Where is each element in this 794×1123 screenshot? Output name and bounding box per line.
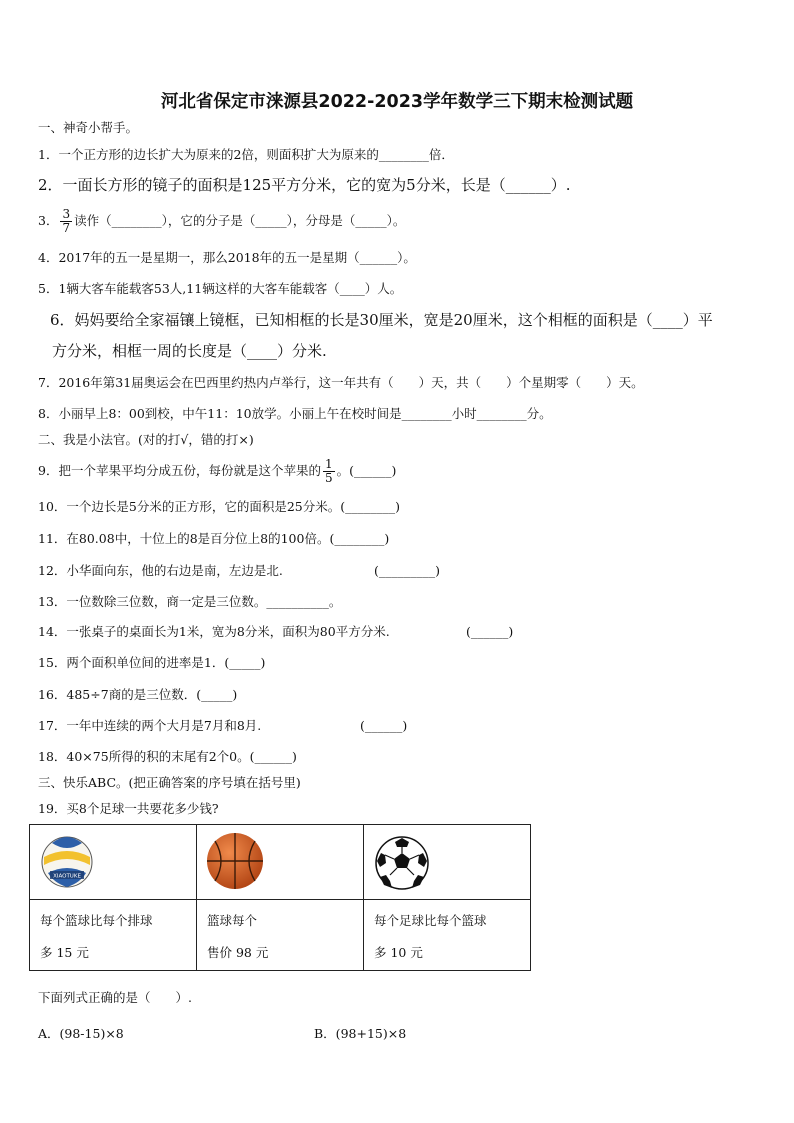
question-12-blank: (_________) xyxy=(374,563,441,578)
cell-3-line-1: 每个足球比每个篮球 xyxy=(374,913,487,928)
question-18: 18．40×75所得的积的末尾有2个0。(______) xyxy=(38,749,297,764)
question-6-line-1: 6．妈妈要给全家福镶上镜框，已知相框的长是30厘米，宽是20厘米，这个相框的面积是（____）平 xyxy=(50,311,713,329)
basketball-cell xyxy=(197,825,364,900)
price-table xyxy=(29,824,531,971)
question-10: 10．一个边长是5分米的正方形，它的面积是25分米。(________) xyxy=(38,499,401,514)
soccer-ball-cell xyxy=(364,825,531,900)
cell-1-line-2: 多 15 元 xyxy=(40,945,89,960)
question-2: 2．一面长方形的镜子的面积是125平方分米，它的宽为5分米，长是（______）. xyxy=(38,176,571,194)
question-19: 19．买8个足球一共要花多少钱? xyxy=(38,801,219,816)
question-3-number: 3． xyxy=(38,213,59,228)
option-b: B．(98+15)×8 xyxy=(314,1026,407,1041)
question-17: 17．一年中连续的两个大月是7月和8月. xyxy=(38,718,262,733)
question-3 xyxy=(38,204,405,238)
volleyball-icon xyxy=(40,835,94,889)
question-16: 16．485÷7商的是三位数．(_____) xyxy=(38,687,238,702)
fraction-denominator: 7 xyxy=(62,220,71,235)
fraction-numerator: 3 xyxy=(62,206,71,221)
fraction-3-7 xyxy=(60,208,72,235)
question-5: 5．1辆大客车能载客53人,11辆这样的大客车能载客（____）人。 xyxy=(38,281,403,296)
fraction-denominator: 5 xyxy=(324,470,333,485)
question-14: 14．一张桌子的桌面长为1米，宽为8分米，面积为80平方分米. xyxy=(38,624,390,639)
question-14-blank: (______) xyxy=(466,624,514,639)
question-9-blank: 。(______) xyxy=(336,463,397,478)
soccer-ball-price-cell xyxy=(364,900,531,971)
question-9 xyxy=(38,454,396,488)
question-17-blank: (______) xyxy=(360,718,408,733)
question-12: 12．小华面向东，他的右边是南，左边是北. xyxy=(38,563,283,578)
question-9-text: 9．把一个苹果平均分成五份，每份就是这个苹果的 xyxy=(38,463,321,478)
basketball-price-cell xyxy=(197,900,364,971)
question-13: 13．一位数除三位数，商一定是三位数。__________。 xyxy=(38,594,342,609)
fraction-numerator: 1 xyxy=(324,456,333,471)
soccer-ball-icon xyxy=(374,835,430,891)
question-1: 1．一个正方形的边长扩大为原来的2倍，则面积扩大为原来的________倍． xyxy=(38,147,454,162)
section-1-heading: 一、神奇小帮手。 xyxy=(38,120,139,135)
cell-2-line-1: 篮球每个 xyxy=(207,913,258,928)
volleyball-cell xyxy=(30,825,197,900)
question-19-prompt: 下面列式正确的是（ ）. xyxy=(38,990,192,1005)
question-4: 4．2017年的五一是星期一，那么2018年的五一是星期（______）。 xyxy=(38,250,416,265)
question-15: 15．两个面积单位间的进率是1．(_____) xyxy=(38,655,266,670)
page-title: 河北省保定市涞源县2022-2023学年数学三下期末检测试题 xyxy=(160,92,634,112)
cell-1-line-1: 每个篮球比每个排球 xyxy=(40,913,153,928)
basketball-icon xyxy=(205,831,265,891)
question-6-line-2: 方分米，相框一周的长度是（____）分米. xyxy=(52,342,327,360)
cell-2-line-2: 售价 98 元 xyxy=(207,945,269,960)
section-2-heading: 二、我是小法官。(对的打√，错的打×) xyxy=(38,432,254,447)
cell-3-line-2: 多 10 元 xyxy=(374,945,423,960)
question-3-text: 读作（________），它的分子是（_____），分母是（_____）。 xyxy=(74,213,406,228)
volleyball-price-cell xyxy=(30,900,197,971)
question-8: 8．小丽早上8：00到校，中午11：10放学。小丽上午在校时间是________小时________分。 xyxy=(38,406,552,421)
volleyball-label: XIAOTUKE xyxy=(53,873,81,880)
question-7: 7．2016年第31届奥运会在巴西里约热内卢举行，这一年共有（ ）天，共（ ）个星期零（ ）天。 xyxy=(38,375,644,390)
fraction-1-5 xyxy=(323,458,335,485)
section-3-heading: 三、快乐ABC。(把正确答案的序号填在括号里) xyxy=(38,775,301,790)
option-a: A．(98-15)×8 xyxy=(38,1026,124,1041)
question-11: 11．在80.08中，十位上的8是百分位上8的100倍。(________) xyxy=(38,531,390,546)
